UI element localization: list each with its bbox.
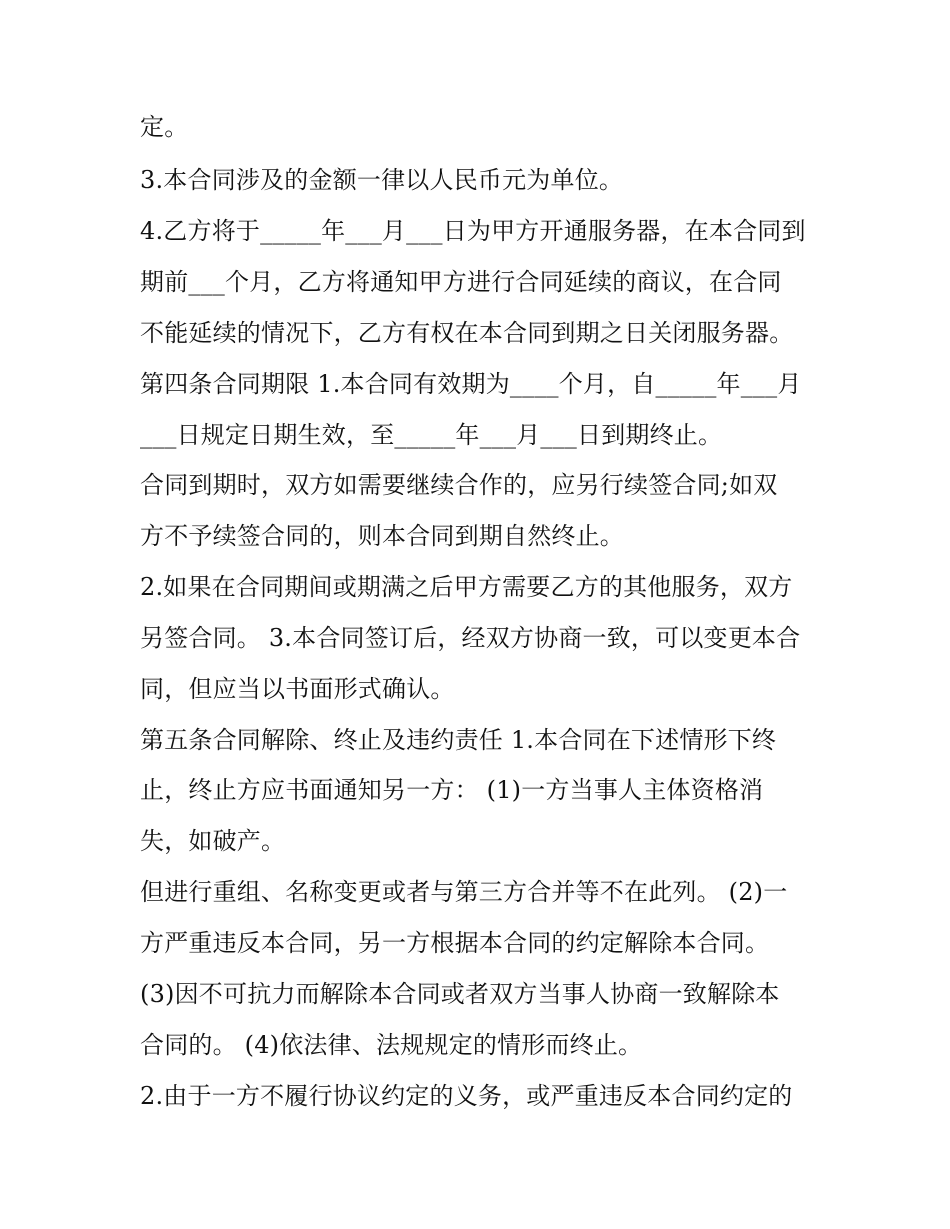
text-line-16: 但进行重组、名称变更或者与第三方合并等不在此列。 (2)一	[140, 878, 788, 906]
text-line-18: (3)因不可抗力而解除本合同或者双方当事人协商一致解除本	[140, 980, 780, 1008]
text-line-17: 方严重违反本合同，另一方根据本合同的约定解除本合同。	[140, 929, 770, 957]
text-line-14: 止，终止方应书面通知另一方： (1)一方当事人主体资格消	[140, 776, 764, 804]
text-line-7: ___日规定日期生效，至_____年___月___日到期终止。	[140, 421, 723, 449]
text-line-5: 不能延续的情况下，乙方有权在本合同到期之日关闭服务器。	[140, 319, 794, 347]
text-line-2: 3.本合同涉及的金额一律以人民币元为单位。	[140, 166, 624, 194]
text-line-1: 定。	[140, 113, 189, 141]
text-line-6: 第四条合同期限 1.本合同有效期为____个月，自_____年___月	[140, 370, 802, 398]
text-line-9: 方不予续签合同的，则本合同到期自然终止。	[140, 522, 624, 550]
text-line-20: 2.由于一方不履行协议约定的义务，或严重违反本合同约定的	[140, 1082, 793, 1110]
text-line-10: 2.如果在合同期间或期满之后甲方需要乙方的其他服务，双方	[140, 573, 793, 601]
text-line-3: 4.乙方将于_____年___月___日为甲方开通服务器，在本合同到	[140, 217, 806, 245]
text-line-13: 第五条合同解除、终止及违约责任 1.本合同在下述情形下终	[140, 726, 777, 754]
text-line-4: 期前___个月，乙方将通知甲方进行合同延续的商议，在合同	[140, 268, 782, 296]
text-line-8: 合同到期时，双方如需要继续合作的，应另行续签合同;如双	[140, 471, 778, 499]
text-line-19: 合同的。 (4)依法律、法规规定的情形而终止。	[140, 1031, 643, 1059]
text-line-11: 另签合同。 3.本合同签订后，经双方协商一致，可以变更本合	[140, 624, 801, 652]
text-line-12: 同，但应当以书面形式确认。	[140, 675, 455, 703]
text-line-15: 失，如破产。	[140, 827, 286, 855]
